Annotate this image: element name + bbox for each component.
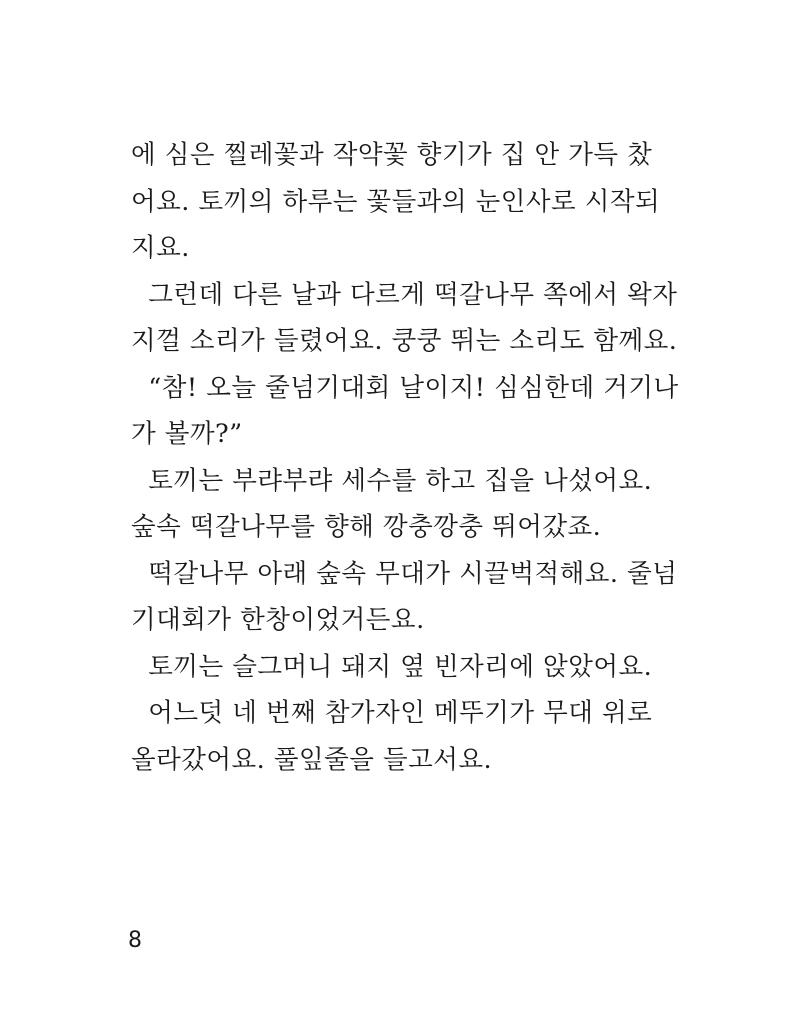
body-text xyxy=(131,132,679,783)
text-line-3: 지요. xyxy=(131,233,190,263)
text-line-8: 토끼는 부랴부랴 세수를 하고 집을 나섰어요. xyxy=(131,465,653,496)
text-line-2: 어요. 토끼의 하루는 꽃들과의 눈인사로 시작되 xyxy=(131,186,661,217)
page-number: 8 xyxy=(128,928,142,953)
text-line-11: 기대회가 한창이었거든요. xyxy=(131,605,425,635)
text-line-7: 가 볼까?” xyxy=(131,419,243,449)
text-line-9: 숲속 떡갈나무를 향해 깡충깡충 뛰어갔죠. xyxy=(131,512,602,542)
text-line-4: 그런데 다른 날과 다르게 떡갈나무 쪽에서 왁자 xyxy=(131,279,678,310)
text-line-13: 어느덧 네 번째 참가자인 메뚜기가 무대 위로 xyxy=(131,698,653,728)
text-line-6: “참! 오늘 줄넘기대회 날이지! 심심한데 거기나 xyxy=(131,372,679,403)
text-line-14: 올라갔어요. 풀잎줄을 들고서요. xyxy=(131,744,493,775)
text-line-1: 에 심은 찔레꽃과 작약꽃 향기가 집 안 가득 찼 xyxy=(131,140,653,170)
text-line-12: 토끼는 슬그머니 돼지 옆 빈자리에 앉았어요. xyxy=(131,651,653,682)
text-line-5: 지껄 소리가 들렸어요. 쿵쿵 뛰는 소리도 함께요. xyxy=(131,326,678,356)
text-line-10: 떡갈나무 아래 숲속 무대가 시끌벅적해요. 줄넘 xyxy=(131,558,678,589)
